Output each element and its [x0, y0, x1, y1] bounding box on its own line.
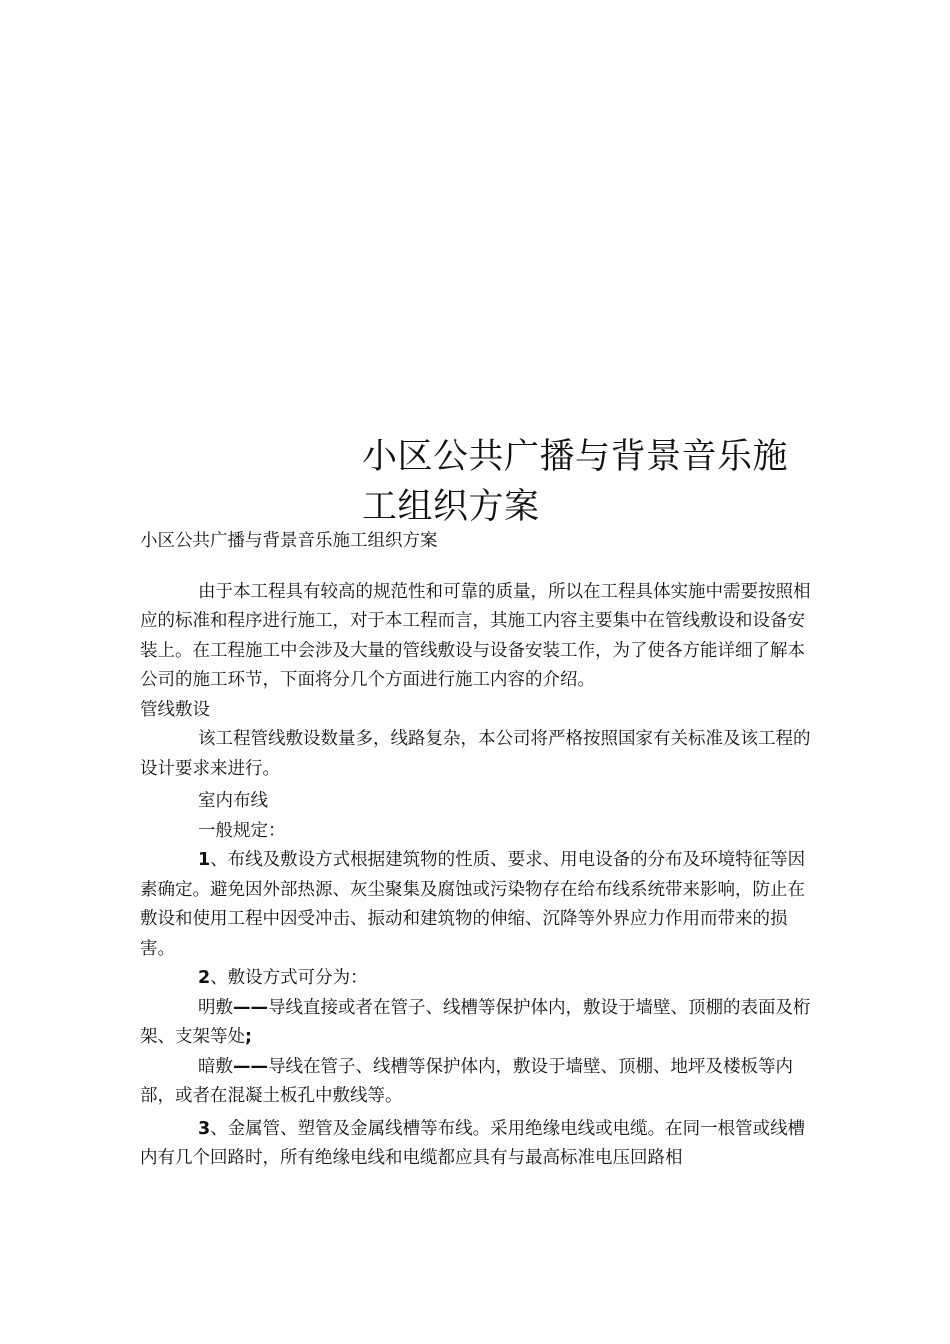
open-laying-paragraph: [140, 994, 812, 1053]
section-heading: 管线敷设: [140, 699, 210, 720]
open-laying-text: 导线直接或者在管子、线槽等保护体内，敷设于墙壁、顶棚的表面及桁架、支架等处: [140, 997, 811, 1047]
rule-item-3: [140, 1115, 812, 1174]
intro-paragraph: 由于本工程具有较高的规范性和可靠的质量，所以在工程具体实施中需要按照相应的标准和程序进行施工，对于本工程而言，其施工内容主要集中在管线敷设和设备安装上。在工程施工中会涉及大量的管线敷设与设备安装工作，为了使各方能详细了解本公司的施工环节，下面将分几个方面进行施工内容的介绍。: [140, 581, 811, 690]
document-subtitle: 小区公共广播与背景音乐施工组织方案: [140, 531, 438, 551]
rule-item-1-number: 1: [198, 850, 211, 870]
document-title: 小区公共广播与背景音乐施工组织方案: [362, 437, 789, 527]
rule-item-1-text: 、布线及敷设方式根据建筑物的性质、要求、用电设备的分布及环境特征等因素确定。避免因外部热源、灰尘聚集及腐蚀或污染物存在给布线系统带来影响，防止在敷设和使用工程中因受冲击、振动和建筑物的伸缩、沉降等外界应力作用而带来的损害。: [140, 850, 806, 959]
section-intro-paragraph: 该工程管线敷设数量多，线路复杂，本公司将严格按照国家有关标准及该工程的设计要求来进行。: [140, 729, 811, 779]
rule-item-3-number: 3: [198, 1118, 211, 1139]
open-laying-end: ;: [245, 1027, 252, 1047]
rule-item-2-number: 2: [198, 968, 211, 988]
concealed-laying-dash: ——: [233, 1056, 268, 1077]
subsection-heading: 室内布线: [198, 791, 268, 811]
concealed-laying-text: 导线在管子、线槽等保护体内，敷设于墙壁、顶棚、地坪及楼板等内部，或者在混凝土板孔中敷线等。: [140, 1056, 793, 1106]
rule-item-1: [140, 846, 812, 964]
document-body: [140, 527, 812, 1174]
open-laying-label: 明敷: [198, 997, 233, 1018]
rule-item-2: [140, 964, 812, 994]
open-laying-dash: ——: [233, 997, 268, 1018]
concealed-laying-paragraph: [140, 1053, 812, 1112]
general-rules-heading: 一般规定：: [198, 820, 286, 841]
rule-item-3-text: 、金属管、塑管及金属线槽等布线。采用绝缘电线或电缆。在同一根管或线槽内有几个回路时，所有绝缘电线和电缆都应具有与最高标准电压回路相: [140, 1118, 806, 1168]
concealed-laying-label: 暗敷: [198, 1056, 233, 1077]
rule-item-2-text: 、敷设方式可分为：: [210, 968, 368, 988]
